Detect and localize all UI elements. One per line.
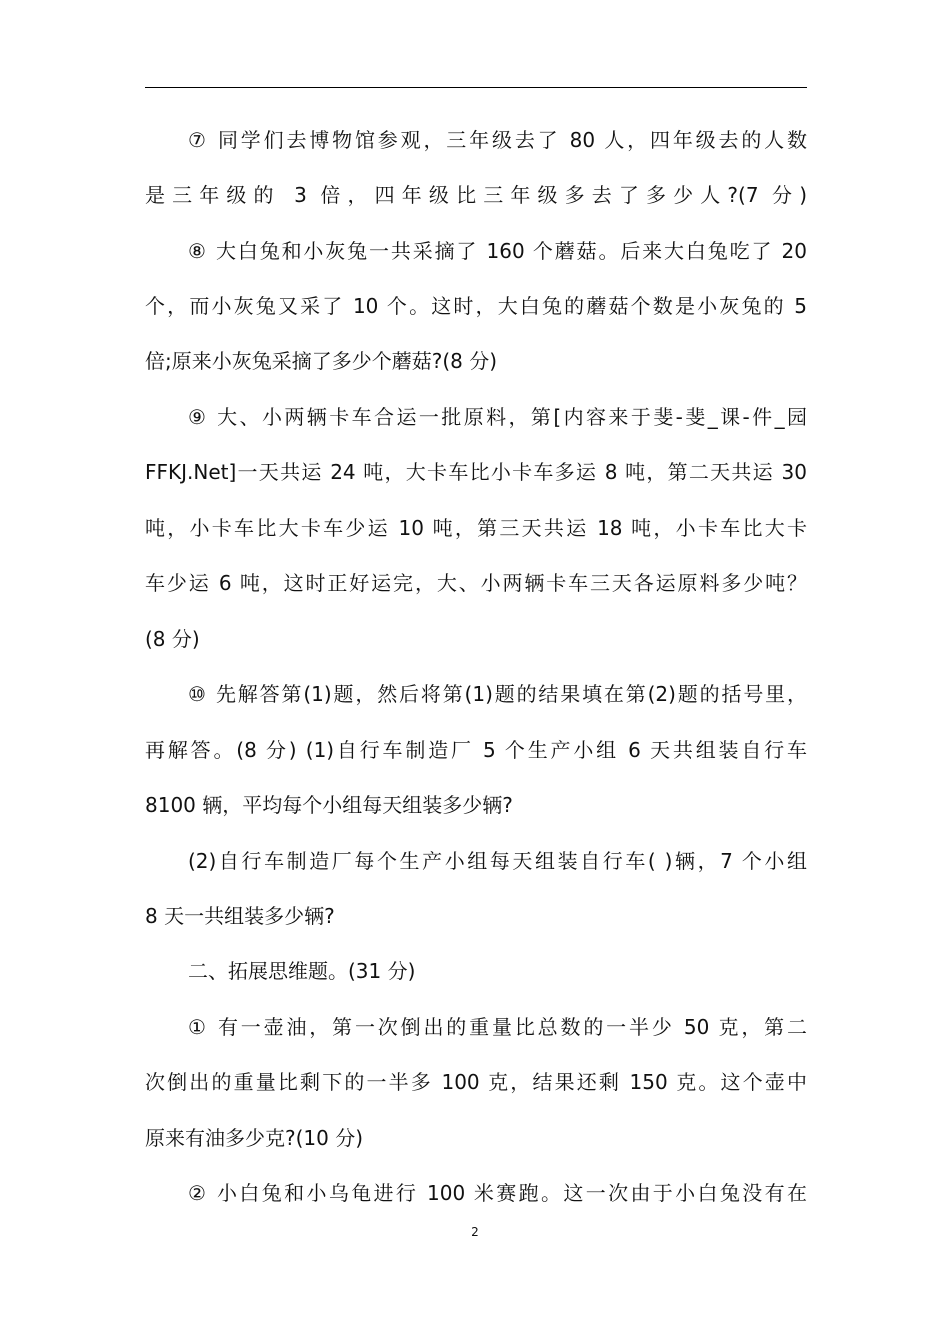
text-line: 车少运 6 吨，这时正好运完，大、小两辆卡车三天各运原料多少吨？ — [145, 571, 807, 595]
text-line: FFKJ.Net]一天共运 24 吨，大卡车比小卡车多运 8 吨，第二天共运 30 — [145, 460, 807, 484]
section-heading: 二、拓展思维题。(31 分) — [188, 959, 416, 983]
page-number: 2 — [471, 1225, 479, 1239]
text-line: ② 小白兔和小乌龟进行 100 米赛跑。这一次由于小白兔没有在 — [188, 1181, 807, 1205]
text-line: (8 分) — [145, 627, 200, 651]
text-line: (2)自行车制造厂每个生产小组每天组装自行车( )辆，7 个小组 — [188, 849, 807, 873]
text-line: 倍;原来小灰兔采摘了多少个蘑菇?(8 分) — [145, 349, 498, 373]
text-line: 次倒出的重量比剩下的一半多 100 克，结果还剩 150 克。这个壶中 — [145, 1070, 807, 1094]
text-line: 原来有油多少克?(10 分) — [145, 1126, 364, 1150]
text-line: 是三年级的 3 倍，四年级比三年级多去了多少人?(7 分) — [145, 183, 807, 207]
text-line: 再解答。(8 分) (1)自行车制造厂 5 个生产小组 6 天共组装自行车 — [145, 738, 807, 762]
text-line: ⑧ 大白兔和小灰兔一共采摘了 160 个蘑菇。后来大白兔吃了 20 — [188, 239, 807, 263]
text-line: ⑩ 先解答第(1)题，然后将第(1)题的结果填在第(2)题的括号里， — [188, 682, 807, 706]
text-line: 吨，小卡车比大卡车少运 10 吨，第三天共运 18 吨，小卡车比大卡 — [145, 516, 807, 540]
text-line: 8 天一共组装多少辆? — [145, 904, 335, 928]
text-line: ⑨ 大、小两辆卡车合运一批原料，第[内容来于斐-斐_课-件_园 — [188, 405, 807, 429]
text-line: ⑦ 同学们去博物馆参观，三年级去了 80 人，四年级去的人数 — [188, 128, 807, 152]
text-line: 8100 辆，平均每个小组每天组装多少辆? — [145, 793, 513, 817]
text-line: 个，而小灰兔又采了 10 个。这时，大白兔的蘑菇个数是小灰兔的 5 — [145, 294, 807, 318]
text-line: ① 有一壶油，第一次倒出的重量比总数的一半少 50 克，第二 — [188, 1015, 807, 1039]
header-rule — [145, 87, 807, 88]
